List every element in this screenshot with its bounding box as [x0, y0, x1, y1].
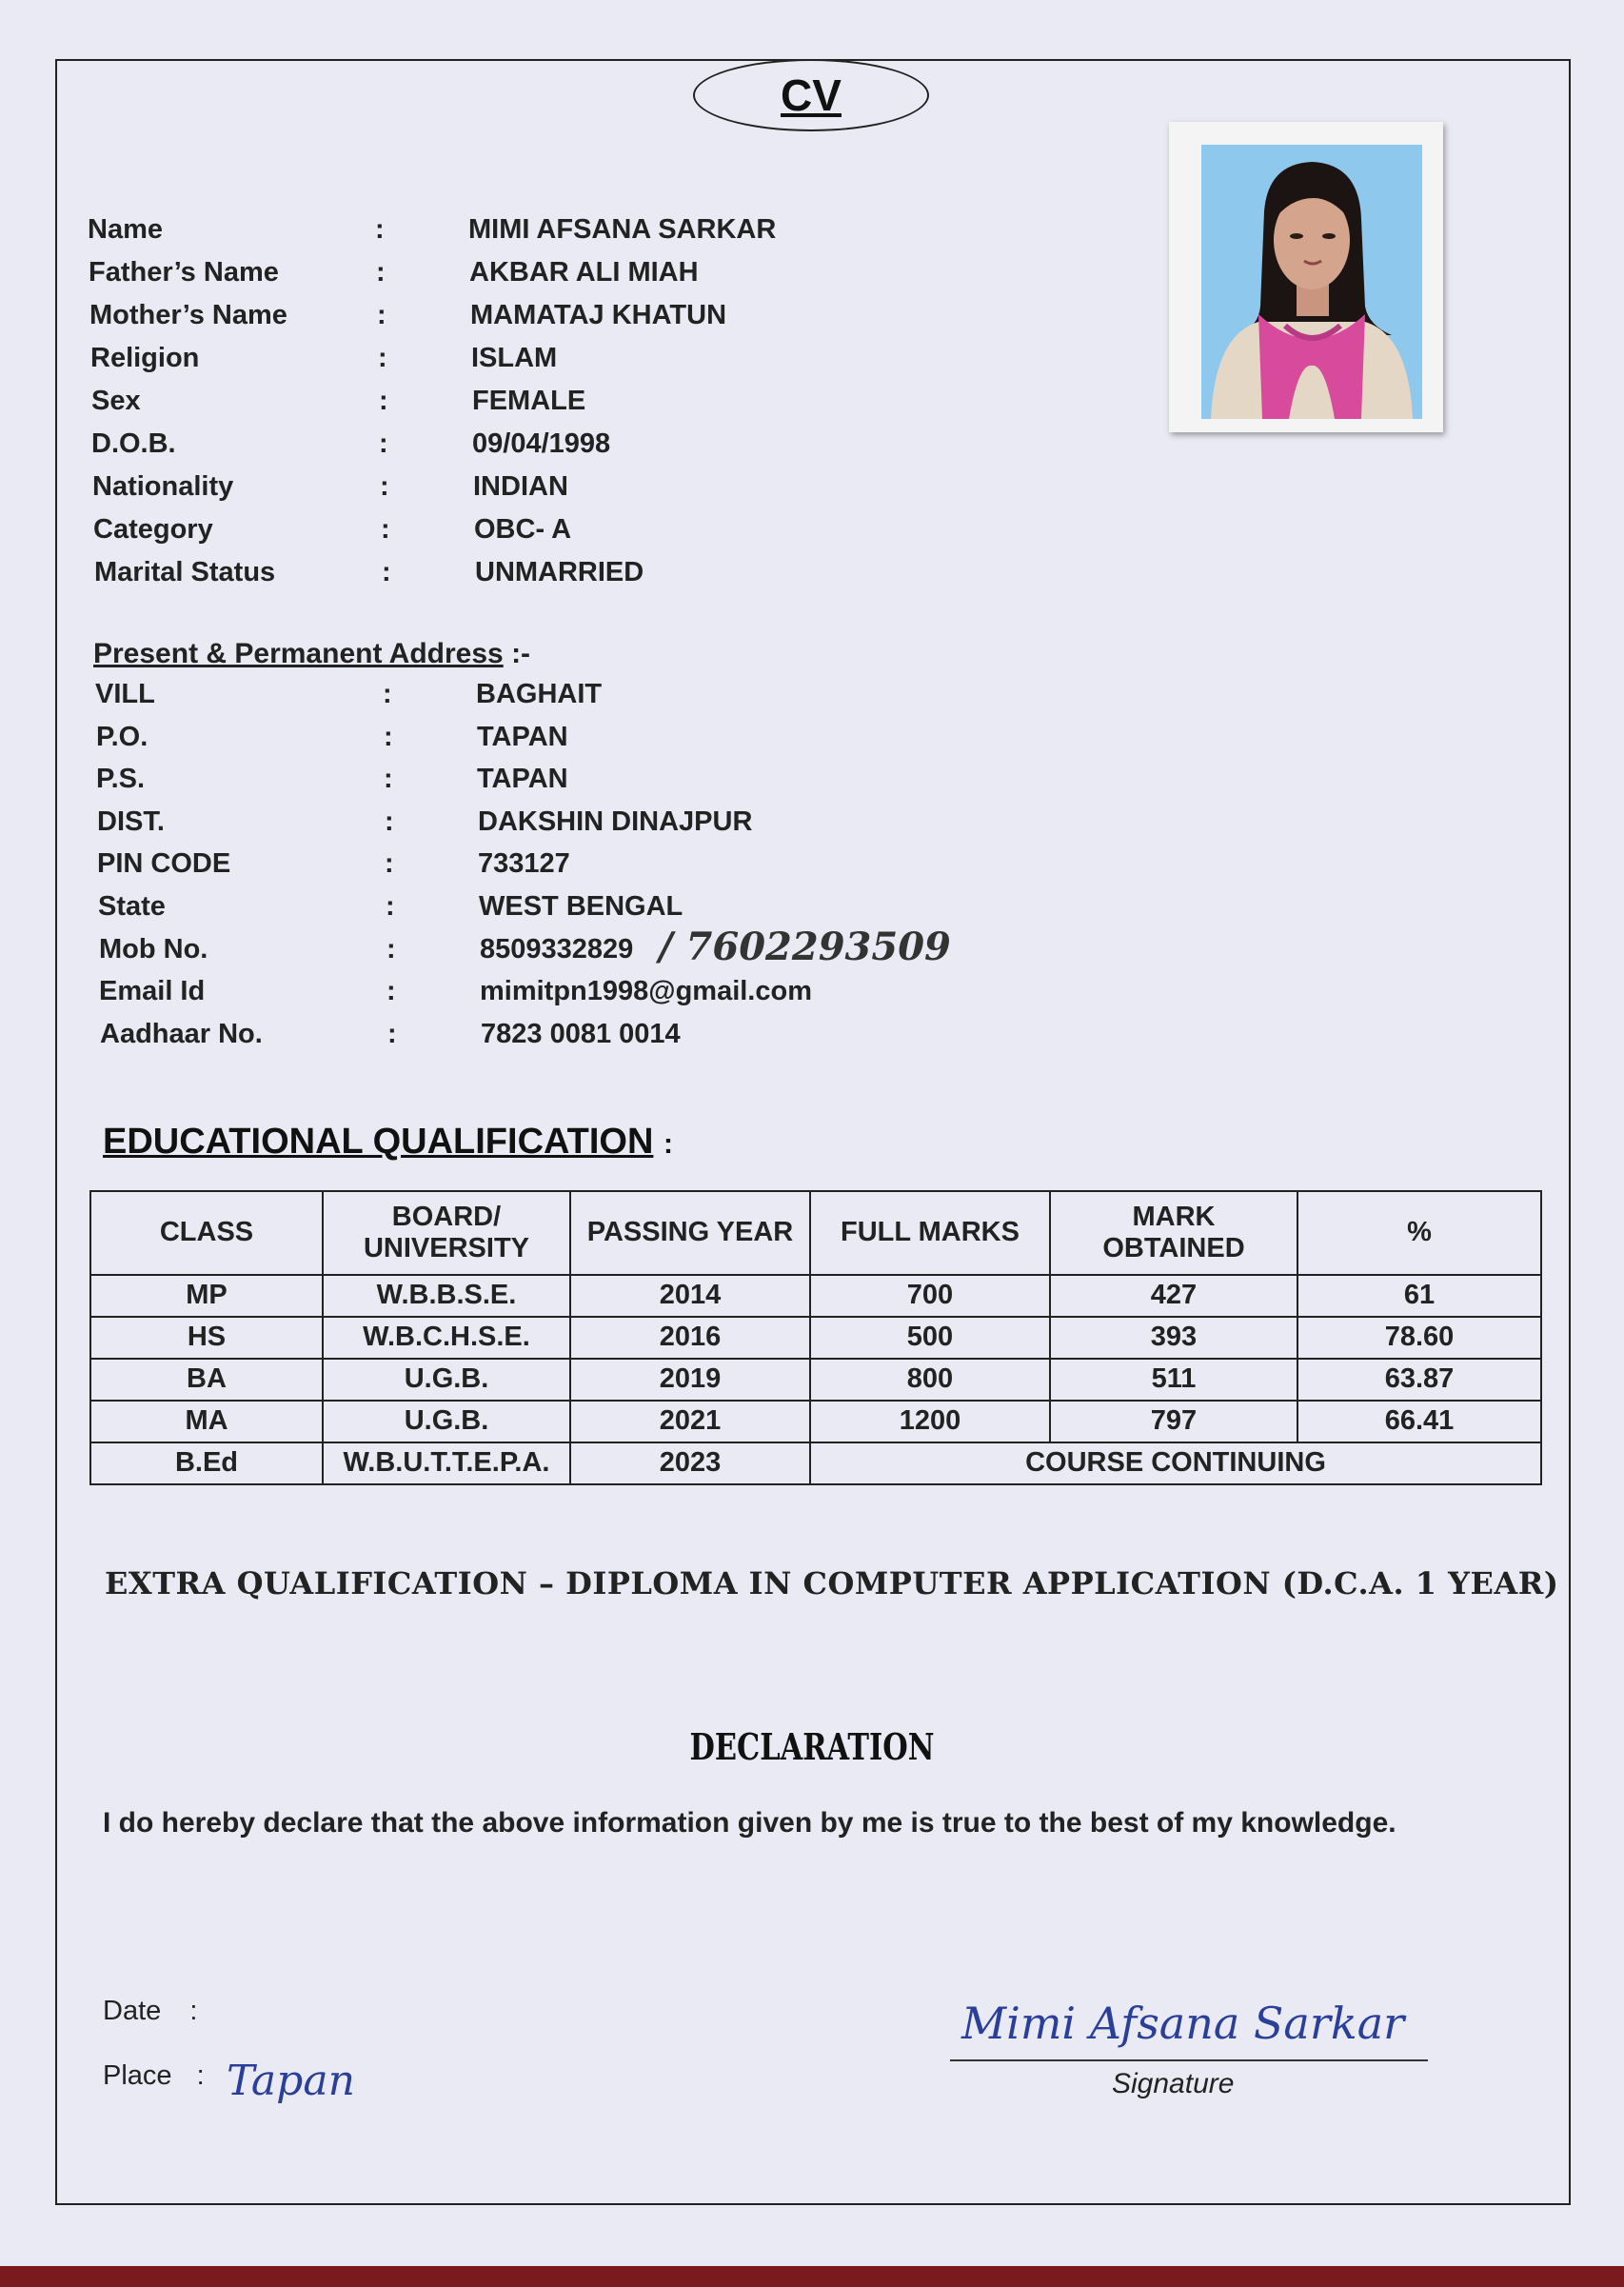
field-label: P.S.	[96, 764, 146, 794]
education-table	[89, 1190, 1542, 1485]
field-colon: :	[387, 1019, 397, 1049]
field-label: Aadhaar No.	[100, 1019, 263, 1049]
passport-photo	[1169, 122, 1443, 432]
header-class: CLASS	[90, 1191, 323, 1275]
cell-board: U.G.B.	[323, 1359, 570, 1401]
field-value: OBC- A	[474, 514, 572, 545]
cell-pct: 61	[1297, 1275, 1541, 1317]
cell-full: 800	[810, 1359, 1050, 1401]
address-heading-suffix: :-	[511, 638, 531, 669]
signature-caption: Signature	[1112, 2068, 1235, 2099]
table-row	[90, 1317, 1541, 1359]
mobile-handwritten: / 7602293509	[659, 925, 951, 969]
field-value: 8509332829	[480, 934, 634, 965]
cell-class: BA	[90, 1359, 323, 1401]
field-label: Name	[88, 214, 163, 245]
place-handwritten: Tapan	[227, 2057, 355, 2105]
cell-course-note: COURSE CONTINUING	[810, 1442, 1541, 1484]
table-row	[90, 1275, 1541, 1317]
header-percent: %	[1297, 1191, 1541, 1275]
header-board	[323, 1191, 570, 1275]
field-label: Father’s Name	[89, 257, 279, 288]
field-label: P.O.	[96, 722, 149, 752]
field-colon: :	[385, 806, 394, 837]
cell-year: 2021	[570, 1401, 810, 1442]
field-label: PIN CODE	[97, 848, 231, 879]
field-value: DAKSHIN DINAJPUR	[478, 806, 753, 837]
header-full-marks: FULL MARKS	[810, 1191, 1050, 1275]
field-value: 09/04/1998	[472, 428, 611, 459]
cell-year: 2014	[570, 1275, 810, 1317]
field-value: MAMATAJ KHATUN	[470, 300, 727, 330]
date-label-text: Date	[103, 1996, 162, 2026]
cell-year: 2016	[570, 1317, 810, 1359]
address-heading-text: Present & Permanent Address	[93, 638, 504, 669]
field-colon: :	[382, 557, 391, 587]
field-value: BAGHAIT	[476, 679, 603, 709]
field-value: AKBAR ALI MIAH	[469, 257, 699, 288]
field-value: WEST BENGAL	[479, 891, 683, 922]
education-table-body	[90, 1275, 1541, 1484]
field-colon: :	[386, 891, 395, 922]
field-value: MIMI AFSANA SARKAR	[468, 214, 777, 245]
field-value: 7823 0081 0014	[481, 1019, 681, 1049]
header-mark-line2: OBTAINED	[1102, 1233, 1245, 1263]
field-value: mimitpn1998@gmail.com	[480, 976, 812, 1006]
cell-obtained: 797	[1050, 1401, 1297, 1442]
cell-class: HS	[90, 1317, 323, 1359]
header-board-line2: UNIVERSITY	[363, 1233, 530, 1263]
cell-pct: 66.41	[1297, 1401, 1541, 1442]
cell-board: W.B.C.H.S.E.	[323, 1317, 570, 1359]
cell-board: U.G.B.	[323, 1401, 570, 1442]
education-heading-suffix: :	[663, 1128, 673, 1160]
signature-line	[950, 2059, 1428, 2061]
cell-year: 2023	[570, 1442, 810, 1484]
field-colon: :	[376, 257, 386, 288]
header-mark-obtained	[1050, 1191, 1297, 1275]
cv-title: CV	[781, 70, 842, 120]
portrait-photo-icon	[1201, 145, 1422, 419]
place-colon: :	[196, 2060, 205, 2091]
field-label: Nationality	[92, 471, 234, 502]
field-label: Mob No.	[99, 934, 208, 965]
education-header-row	[90, 1191, 1541, 1275]
header-passing-year: PASSING YEAR	[570, 1191, 810, 1275]
cell-obtained: 511	[1050, 1359, 1297, 1401]
table-row-bed	[90, 1442, 1541, 1484]
cell-obtained: 427	[1050, 1275, 1297, 1317]
field-value: FEMALE	[472, 386, 586, 416]
field-value: TAPAN	[477, 764, 568, 794]
field-colon: :	[375, 214, 385, 245]
field-label: Religion	[90, 343, 200, 373]
field-label: D.O.B.	[91, 428, 176, 459]
cell-board: W.B.B.S.E.	[323, 1275, 570, 1317]
field-value: ISLAM	[471, 343, 558, 373]
field-label: State	[98, 891, 166, 922]
cell-class: MP	[90, 1275, 323, 1317]
education-heading-text: EDUCATIONAL QUALIFICATION	[103, 1122, 654, 1162]
cv-title-oval	[693, 59, 929, 131]
extra-qualification: EXTRA QUALIFICATION – DIPLOMA IN COMPUTER APPLICATION (D.C.A. 1 YEAR)	[105, 1565, 1559, 1601]
field-colon: :	[377, 300, 386, 330]
cell-pct: 78.60	[1297, 1317, 1541, 1359]
field-colon: :	[379, 428, 388, 459]
cell-full: 1200	[810, 1401, 1050, 1442]
declaration-text: I do hereby declare that the above information given by me is true to the best of my knowledge.	[103, 1807, 1396, 1839]
cell-class: MA	[90, 1401, 323, 1442]
table-row	[90, 1359, 1541, 1401]
place-label-text: Place	[103, 2060, 172, 2091]
signature-handwritten: Mimi Afsana Sarkar	[961, 1998, 1405, 2049]
cell-board: W.B.U.T.T.E.P.A.	[323, 1442, 570, 1484]
header-mark-line1: MARK	[1132, 1201, 1216, 1232]
field-colon: :	[380, 471, 389, 502]
address-heading	[93, 638, 530, 670]
field-label: Sex	[91, 386, 141, 416]
field-colon: :	[383, 679, 392, 709]
cell-year: 2019	[570, 1359, 810, 1401]
education-heading	[103, 1122, 673, 1163]
cell-full: 500	[810, 1317, 1050, 1359]
field-value: TAPAN	[477, 722, 568, 752]
field-colon: :	[378, 343, 387, 373]
date-colon: :	[189, 1996, 198, 2026]
table-row	[90, 1401, 1541, 1442]
field-value: UNMARRIED	[475, 557, 644, 587]
field-colon: :	[381, 514, 390, 545]
field-label: Marital Status	[94, 557, 276, 587]
field-label: VILL	[95, 679, 155, 709]
field-value: INDIAN	[473, 471, 568, 502]
field-colon: :	[386, 934, 396, 965]
date-label	[103, 1996, 197, 2027]
cell-full: 700	[810, 1275, 1050, 1317]
field-colon: :	[386, 976, 396, 1006]
field-colon: :	[384, 764, 393, 794]
field-colon: :	[384, 722, 393, 752]
field-label: Mother’s Name	[89, 300, 287, 330]
declaration-title: DECLARATION	[689, 1725, 935, 1768]
field-label: Email Id	[99, 976, 206, 1006]
cell-pct: 63.87	[1297, 1359, 1541, 1401]
field-value: 733127	[478, 848, 570, 879]
place-label	[103, 2060, 205, 2092]
cell-class: B.Ed	[90, 1442, 323, 1484]
cell-obtained: 393	[1050, 1317, 1297, 1359]
field-colon: :	[385, 848, 394, 879]
field-colon: :	[379, 386, 388, 416]
header-board-line1: BOARD/	[391, 1201, 502, 1232]
field-label: Category	[93, 514, 213, 545]
field-label: DIST.	[97, 806, 165, 837]
